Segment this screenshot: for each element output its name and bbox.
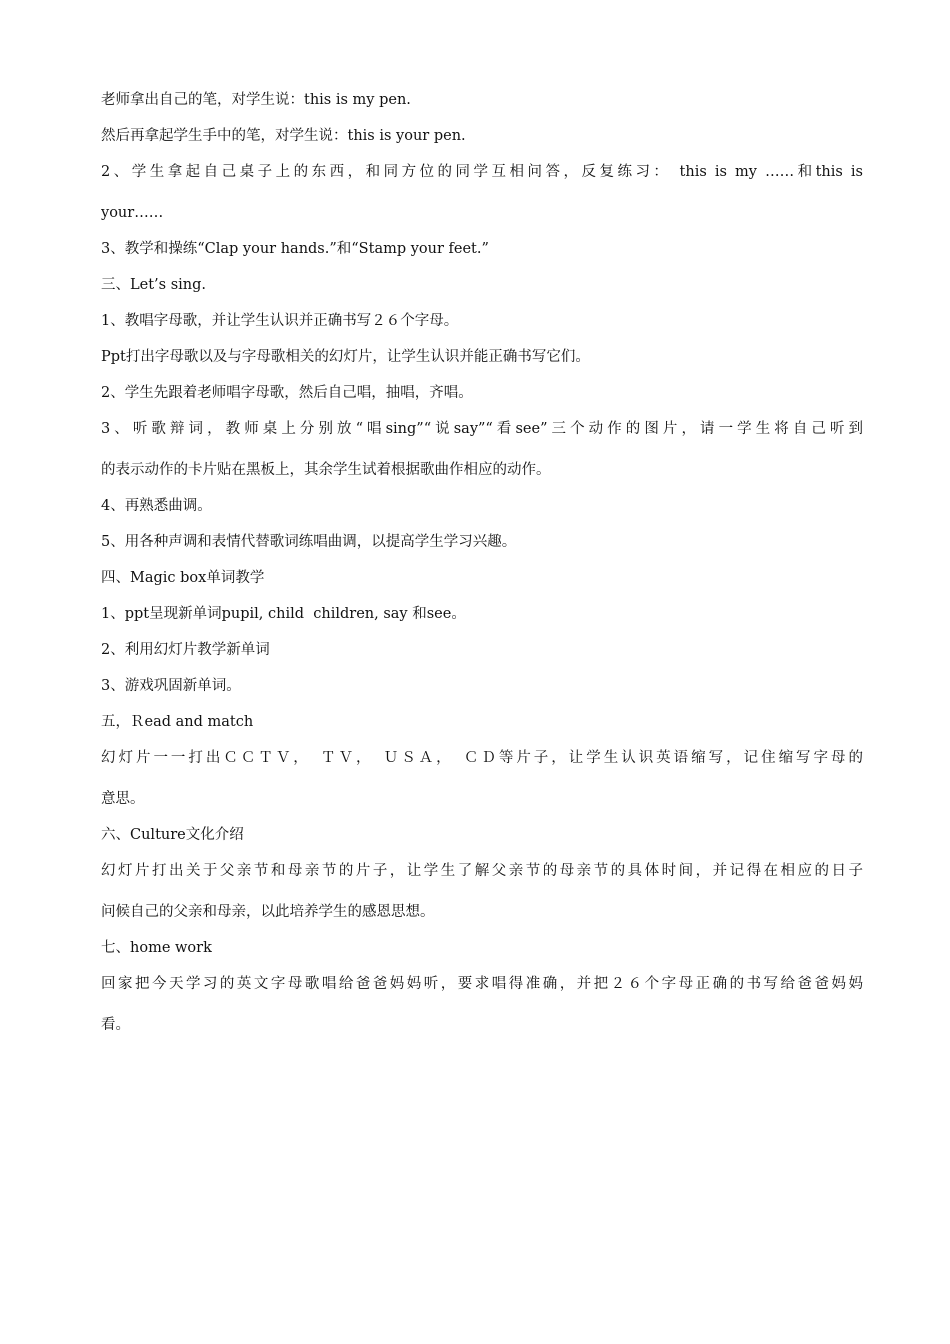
- text-line: 四、Magic box单词教学: [101, 570, 265, 586]
- paragraph-line: 看。: [101, 1017, 130, 1033]
- paragraph-line: 2、学生拿起自己桌子上的东西，和同方位的同学互相问答，反复练习： this is my ……和this is: [101, 164, 863, 180]
- paragraph: [101, 158, 863, 235]
- document-body: [101, 86, 863, 1047]
- text-line: Ppt打出字母歌以及与字母歌相关的幻灯片，让学生认识并能正确书写它们。: [101, 349, 590, 365]
- text-line: 然后再拿起学生手中的笔，对学生说：this is your pen.: [101, 128, 466, 144]
- paragraph-line: 的表示动作的卡片贴在黑板上，其余学生试着根据歌曲作相应的动作。: [101, 462, 551, 478]
- paragraph-line: 幻灯片打出关于父亲节和母亲节的片子，让学生了解父亲节的母亲节的具体时间，并记得在相应的日子: [101, 863, 863, 879]
- paragraph: [101, 744, 863, 821]
- text-line: 七、home work: [101, 940, 212, 956]
- paragraph: [101, 970, 863, 1047]
- text-line: 老师拿出自己的笔，对学生说：this is my pen.: [101, 92, 411, 108]
- text-line: 六、Culture文化介绍: [101, 827, 244, 843]
- text-line: 五，Ｒead and match: [101, 714, 254, 730]
- text-line: 2、学生先跟着老师唱字母歌，然后自己唱，抽唱，齐唱。: [101, 385, 473, 401]
- paragraph-line: 回家把今天学习的英文字母歌唱给爸爸妈妈听，要求唱得准确，并把２６个字母正确的书写给爸爸妈妈: [101, 976, 863, 992]
- text-line: 2、利用幻灯片教学新单词: [101, 642, 270, 658]
- text-line: 4、再熟悉曲调。: [101, 498, 212, 514]
- text-line: 三、Let’s sing.: [101, 277, 207, 293]
- text-line: 3、教学和操练“Clap your hands.”和“Stamp your feet.”: [101, 241, 489, 257]
- paragraph-line: 意思。: [101, 791, 145, 807]
- paragraph-line: 3、听歌辩词，教师桌上分别放“唱sing”“说say”“看see”三个动作的图片，请一学生将自己听到: [101, 421, 863, 437]
- text-line: 5、用各种声调和表情代替歌词练唱曲调，以提高学生学习兴趣。: [101, 534, 517, 550]
- paragraph-line: 问候自己的父亲和母亲，以此培养学生的感恩思想。: [101, 904, 435, 920]
- text-line: 1、ppt呈现新单词pupil, child children, say 和see。: [101, 606, 466, 622]
- text-line: 3、游戏巩固新单词。: [101, 678, 241, 694]
- paragraph: [101, 857, 863, 934]
- text-line: 1、教唱字母歌，并让学生认识并正确书写２６个字母。: [101, 313, 459, 329]
- paragraph-line: your……: [101, 205, 164, 221]
- paragraph-line: 幻灯片一一打出ＣＣＴＶ， ＴＶ， ＵＳＡ， ＣＤ等片子，让学生认识英语缩写，记住缩写字母的: [101, 750, 863, 766]
- paragraph: [101, 415, 863, 492]
